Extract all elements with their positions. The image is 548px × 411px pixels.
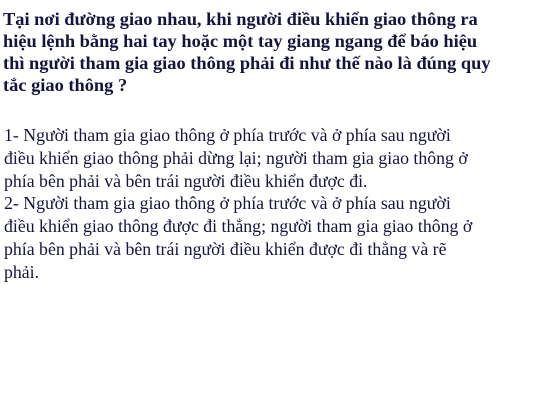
answer-line: điều khiển giao thông phải dừng lại; người tham gia giao thông ở	[4, 147, 468, 168]
question-line: thì người tham gia giao thông phải đi như thế nào là đúng quy	[3, 53, 491, 73]
answer-option-1	[4, 124, 544, 192]
answer-line: phía bên phải và bên trái người điều khiển được đi thẳng và rẽ	[4, 238, 447, 259]
question-text	[3, 8, 543, 96]
answer-list	[4, 124, 544, 284]
answer-line: phải.	[4, 261, 40, 282]
question-line: tắc giao thông ?	[3, 75, 128, 95]
answer-line: 2- Người tham gia giao thông ở phía trước và ở phía sau người	[4, 193, 451, 214]
answer-line: phía bên phải và bên trái người điều khiển được đi.	[4, 170, 368, 191]
answer-line: 1- Người tham gia giao thông ở phía trước và ở phía sau người	[4, 125, 451, 145]
answer-option-2	[4, 192, 544, 283]
answer-line: điều khiển giao thông được đi thẳng; người tham gia giao thông ở	[4, 216, 473, 237]
question-line: Tại nơi đường giao nhau, khi người điều khiển giao thông ra	[3, 9, 478, 29]
question-line: hiệu lệnh bằng hai tay hoặc một tay giang ngang để báo hiệu	[3, 31, 478, 51]
